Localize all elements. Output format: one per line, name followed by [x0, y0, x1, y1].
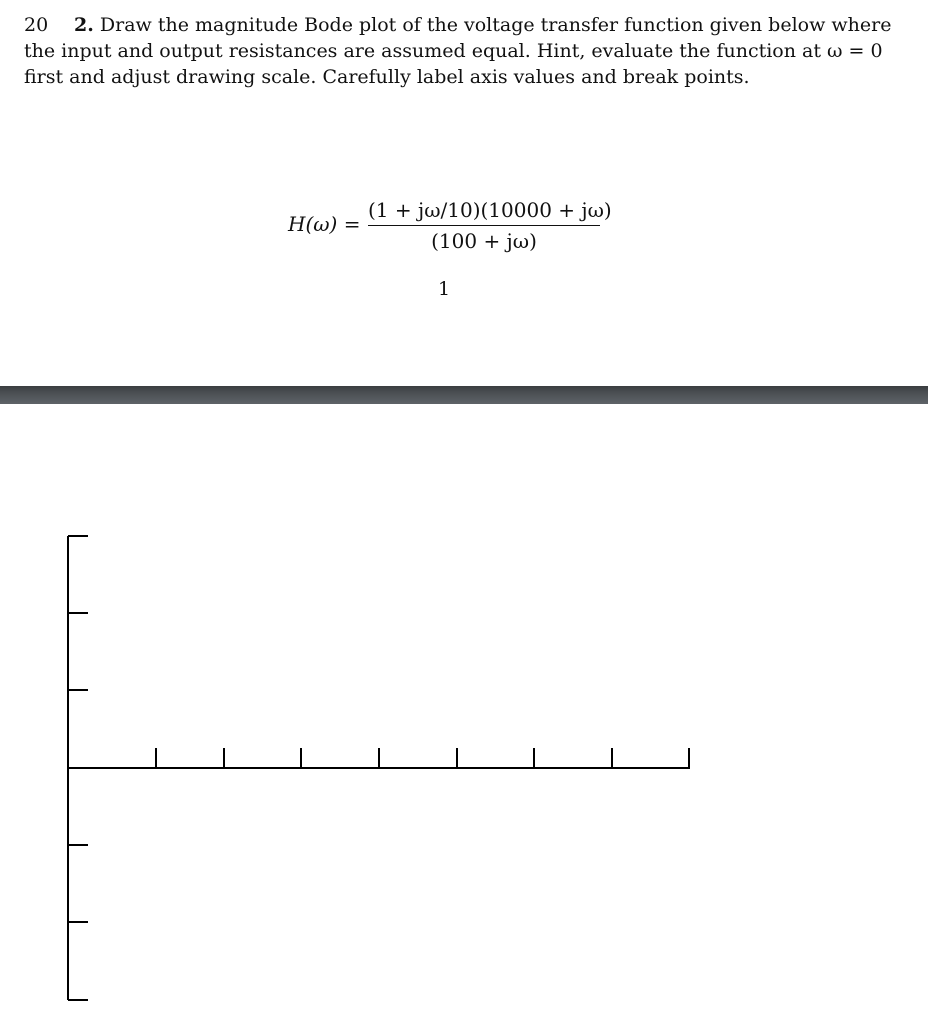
problem-statement — [24, 12, 904, 90]
formula-lhs: H(ω) = — [288, 212, 361, 236]
page-number: 1 — [438, 278, 451, 300]
formula-denominator: (100 + jω) — [431, 229, 537, 253]
problem-points: 20 — [24, 14, 49, 36]
blank-bode-axes — [0, 404, 928, 1024]
formula-fraction — [368, 196, 612, 255]
fraction-bar — [368, 225, 600, 226]
problem-number: 2. — [74, 14, 94, 36]
formula-numerator: (1 + jω/10)(10000 + jω) — [368, 198, 612, 222]
page-separator — [0, 386, 928, 404]
problem-text: Draw the magnitude Bode plot of the voltage transfer function given below where the input and output resistances are assumed equal. Hint, evaluate the function at ω = 0 first and adjust drawing scale. Carefully label axis values and break points. — [24, 14, 892, 88]
